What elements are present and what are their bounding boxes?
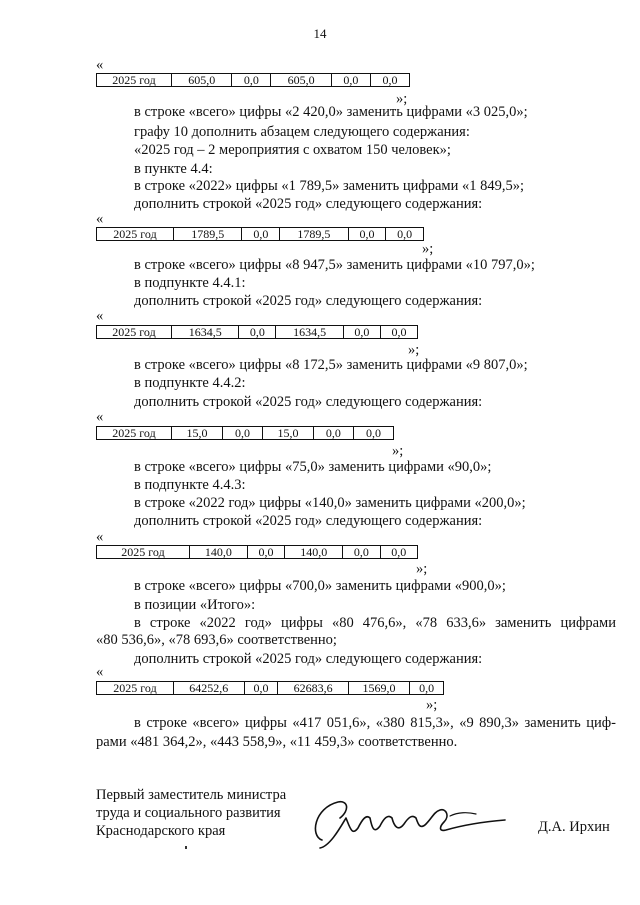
open-quote: «	[96, 664, 104, 680]
table-cell: 1634,5	[172, 326, 239, 339]
inserted-row-table-3	[96, 325, 418, 339]
table-cell: 140,0	[285, 546, 343, 559]
table-cell: 62683,6	[278, 682, 349, 695]
table-cell: 0,0	[242, 228, 280, 241]
inserted-row-table-1	[96, 73, 410, 87]
text-line: в подпункте 4.4.1:	[134, 275, 246, 291]
table-cell: 1634,5	[276, 326, 343, 339]
handwritten-signature	[300, 788, 515, 858]
table-cell: 0,0	[343, 546, 380, 559]
table-cell: 0,0	[348, 228, 386, 241]
table-cell: 0,0	[247, 546, 284, 559]
table-row	[97, 228, 424, 241]
open-quote: «	[96, 211, 104, 227]
table-cell: 0,0	[380, 326, 417, 339]
text-line: дополнить строкой «2025 год» следующего содержания:	[134, 394, 483, 410]
table-cell: 0,0	[239, 326, 276, 339]
table-cell: 2025 год	[97, 228, 174, 241]
table-cell: 0,0	[232, 74, 271, 87]
close-quote: »;	[392, 443, 404, 459]
text-line: в строке «всего» цифры «8 172,5» заменить цифрами «9 807,0»;	[134, 357, 528, 373]
table-cell: 140,0	[190, 546, 248, 559]
open-quote: «	[96, 409, 104, 425]
text-line: дополнить строкой «2025 год» следующего содержания:	[134, 651, 483, 667]
inserted-row-table-5	[96, 545, 418, 559]
page-number: 14	[313, 26, 327, 41]
table-cell: 15,0	[172, 427, 223, 440]
scan-speck	[185, 846, 187, 849]
table-cell: 15,0	[262, 427, 313, 440]
open-quote: «	[96, 57, 104, 73]
open-quote: «	[96, 529, 104, 545]
table-cell: 2025 год	[97, 427, 172, 440]
text-line: в строке «2022» цифры «1 789,5» заменить цифрами «1 849,5»;	[134, 178, 525, 194]
table-cell: 0,0	[331, 74, 370, 87]
text-line: в строке «всего» цифры «8 947,5» заменить цифрами «10 797,0»;	[134, 257, 535, 273]
table-cell: 1789,5	[280, 228, 348, 241]
inserted-row-table-6	[96, 681, 444, 695]
close-quote: »;	[416, 561, 428, 577]
table-cell: 1569,0	[348, 682, 409, 695]
table-cell: 2025 год	[97, 546, 190, 559]
signatory-position: Первый заместитель министра	[96, 787, 287, 803]
table-cell: 0,0	[410, 682, 444, 695]
text-line: в строке «всего» цифры «700,0» заменить цифрами «900,0»;	[134, 578, 506, 594]
text-line: дополнить строкой «2025 год» следующего содержания:	[134, 513, 483, 529]
close-quote: »;	[426, 697, 438, 713]
table-cell: 605,0	[172, 74, 232, 87]
table-row	[97, 326, 418, 339]
table-cell: 0,0	[380, 546, 417, 559]
table-cell: 0,0	[353, 427, 393, 440]
text-line: в строке «всего» цифры «2 420,0» заменить цифрами «3 025,0»;	[134, 104, 528, 120]
table-cell: 605,0	[271, 74, 331, 87]
text-line: дополнить строкой «2025 год» следующего содержания:	[134, 196, 483, 212]
table-cell: 0,0	[370, 74, 409, 87]
text-line: в подпункте 4.4.2:	[134, 375, 246, 391]
table-row	[97, 427, 394, 440]
table-cell: 0,0	[313, 427, 353, 440]
text-line: в строке «всего» цифры «417 051,6», «380 815,3», «9 890,3» заменить циф-	[134, 715, 616, 731]
text-line: «2025 год – 2 мероприятия с охватом 150 человек»;	[134, 142, 451, 158]
text-line: дополнить строкой «2025 год» следующего содержания:	[134, 293, 483, 309]
table-cell: 1789,5	[174, 228, 242, 241]
text-line: в подпункте 4.4.3:	[134, 477, 246, 493]
table-row	[97, 682, 444, 695]
table-cell: 0,0	[343, 326, 380, 339]
signatory-position: труда и социального развития	[96, 805, 281, 821]
text-line: в строке «всего» цифры «75,0» заменить цифрами «90,0»;	[134, 459, 492, 475]
signatory-name: Д.А. Ирхин	[538, 819, 610, 835]
text-line: в строке «2022 год» цифры «80 476,6», «78 633,6» заменить цифрами	[134, 615, 616, 631]
table-cell: 0,0	[244, 682, 278, 695]
table-row	[97, 74, 410, 87]
table-cell: 64252,6	[174, 682, 245, 695]
close-quote: »;	[396, 91, 408, 107]
inserted-row-table-4	[96, 426, 394, 440]
table-cell: 0,0	[386, 228, 424, 241]
table-cell: 2025 год	[97, 682, 174, 695]
text-line: «80 536,6», «78 693,6» соответственно;	[96, 632, 337, 648]
open-quote: «	[96, 308, 104, 324]
text-line: графу 10 дополнить абзацем следующего содержания:	[134, 124, 470, 140]
table-cell: 2025 год	[97, 326, 172, 339]
table-row	[97, 546, 418, 559]
text-line: рами «481 364,2», «443 558,9», «11 459,3» соответственно.	[96, 734, 458, 750]
table-cell: 0,0	[222, 427, 262, 440]
text-line: в строке «2022 год» цифры «140,0» заменить цифрами «200,0»;	[134, 495, 526, 511]
inserted-row-table-2	[96, 227, 424, 241]
text-line: в позиции «Итого»:	[134, 597, 256, 613]
table-cell: 2025 год	[97, 74, 172, 87]
text-line: в пункте 4.4:	[134, 161, 213, 177]
signatory-position: Краснодарского края	[96, 823, 226, 839]
close-quote: »;	[408, 342, 420, 358]
close-quote: »;	[422, 241, 434, 257]
